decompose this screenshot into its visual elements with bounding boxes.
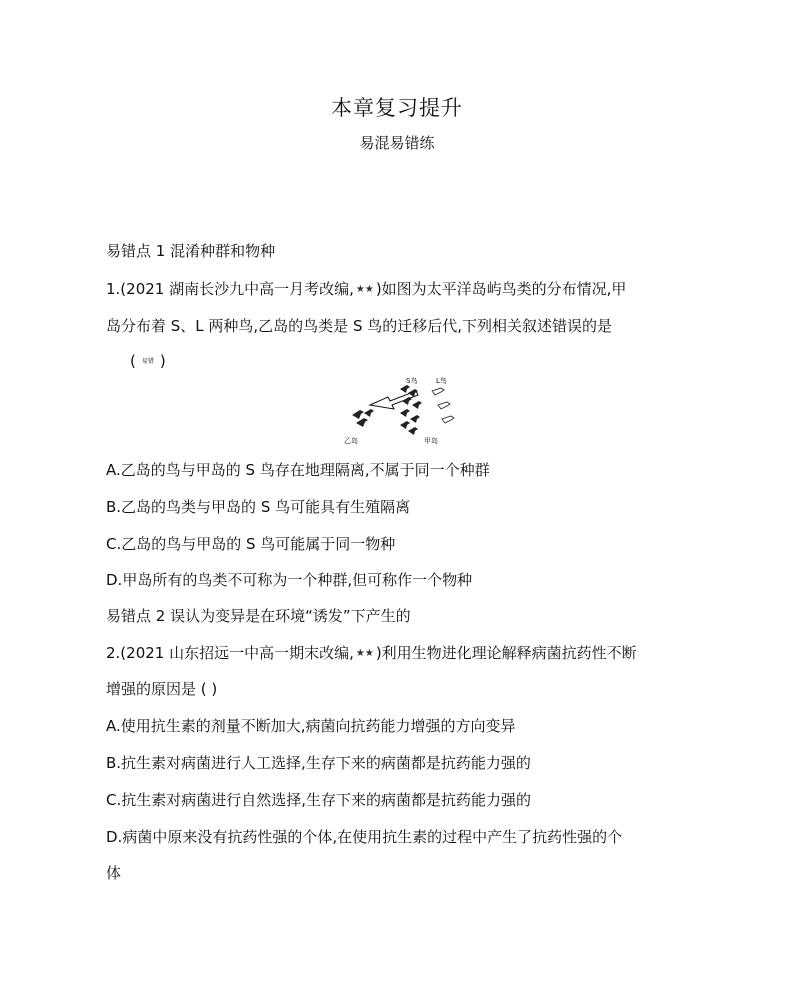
question-1-line-2: 岛分布着 S、L 两种鸟,乙岛的鸟类是 S 鸟的迁移后代,下列相关叙述错误的是 [106, 317, 613, 335]
question-1-answer-bracket [130, 351, 166, 372]
s-birds-icon [400, 385, 422, 435]
l-birds-icon [432, 388, 454, 423]
page-subtitle: 易混易错练 [359, 134, 435, 152]
question-2-line-2: 增强的原因是 ( ) [106, 680, 218, 698]
error-prone-tag: 易错 [141, 357, 154, 365]
label-yi-island: 乙岛 [344, 437, 358, 445]
question-1-option-a: A.乙岛的鸟与甲岛的 S 鸟存在地理隔离,不属于同一个种群 [106, 461, 490, 479]
question-1-option-b: B.乙岛的鸟类与甲岛的 S 鸟可能具有生殖隔离 [106, 498, 411, 516]
bracket-close: ) [159, 352, 166, 370]
difficulty-star-icon: ★★ [355, 647, 374, 659]
question-2-option-d: D.病菌中原来没有抗药性强的个体,在使用抗生素的过程中产生了抗药性强的个 [106, 828, 623, 846]
question-1-line-1 [106, 279, 626, 300]
question-2-line-1 [106, 643, 637, 664]
label-s-bird: S鸟 [406, 377, 418, 385]
question-1-source: 1.(2021 湖南长沙九中高一月考改编, [106, 280, 354, 298]
page-title: 本章复习提升 [331, 96, 463, 120]
question-2-option-d-continued: 体 [106, 864, 122, 882]
question-2-option-c: C.抗生素对病菌进行自然选择,生存下来的病菌都是抗药能力强的 [106, 791, 532, 809]
label-l-bird: L鸟 [436, 377, 447, 385]
question-2-source: 2.(2021 山东招远一中高一期末改编, [106, 644, 354, 662]
label-jia-island: 甲岛 [424, 437, 438, 445]
question-1-option-d: D.甲岛所有的鸟类不可称为一个种群,但可称作一个物种 [106, 571, 473, 589]
bracket-open: ( [130, 352, 136, 370]
question-2-option-a: A.使用抗生素的剂量不断加大,病菌向抗药能力增强的方向变异 [106, 717, 516, 735]
section-2-heading: 易错点 2 误认为变异是在环境“诱发”下产生的 [106, 607, 411, 625]
section-1-heading: 易错点 1 混淆种群和物种 [106, 242, 276, 260]
question-1-option-c: C.乙岛的鸟与甲岛的 S 鸟可能属于同一物种 [106, 535, 396, 553]
yi-island-birds-icon [352, 409, 374, 427]
question-2-option-b: B.抗生素对病菌进行人工选择,生存下来的病菌都是抗药能力强的 [106, 754, 531, 772]
island-birds-figure [330, 375, 470, 447]
question-1-stem-start: )如图为太平洋岛屿鸟类的分布情况,甲 [375, 280, 627, 298]
question-2-stem-start: )利用生物进化理论解释病菌抗药性不断 [375, 644, 637, 662]
difficulty-star-icon: ★★ [355, 283, 374, 295]
